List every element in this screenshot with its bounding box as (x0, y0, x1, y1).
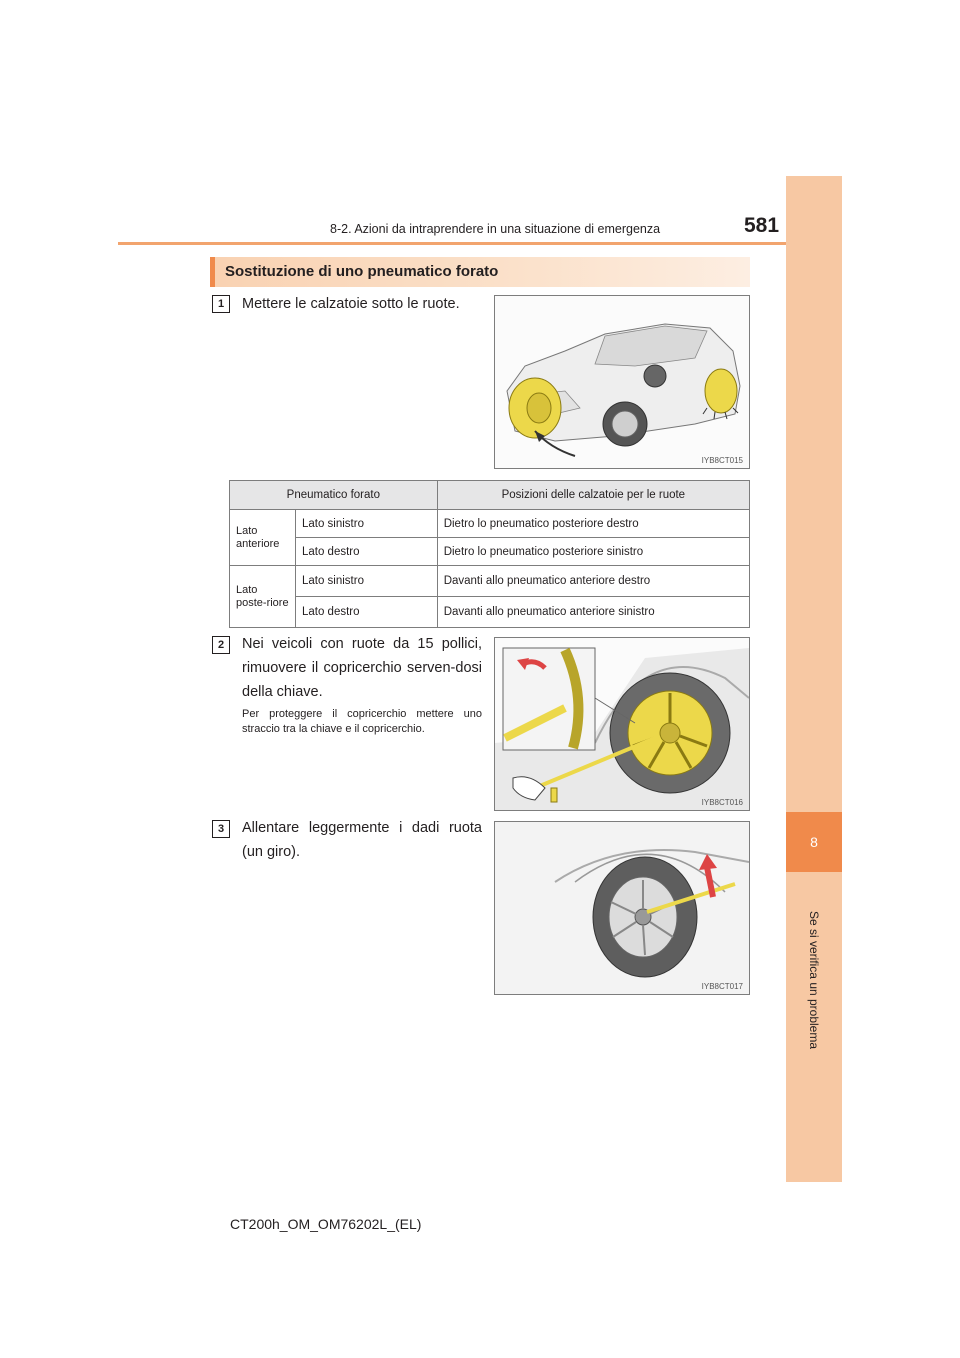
figure-code: IYB8CT015 (701, 456, 743, 465)
table-row (230, 538, 750, 566)
table-cell-side: Lato destro (295, 538, 437, 566)
step-3-badge: 3 (212, 820, 230, 838)
step-2-badge: 2 (212, 636, 230, 654)
table-cell-side: Lato sinistro (295, 566, 437, 597)
wheel-chock-table (229, 480, 750, 628)
header-rule (118, 242, 842, 245)
table-header-row (230, 481, 750, 510)
table-cell-group: Lato anteriore (230, 510, 296, 566)
figure-loosen-nuts (494, 821, 750, 995)
table-cell-side: Lato sinistro (295, 510, 437, 538)
chapter-number-tab: 8 (786, 812, 842, 872)
step-3-text: Allentare leggermente i dadi ruota (un giro). (242, 820, 482, 860)
step-2-text: Nei veicoli con ruote da 15 pollici, rimuovere il copricerchio serven-dosi della chiave. (242, 636, 482, 700)
document-code: CT200h_OM_OM76202L_(EL) (230, 1216, 422, 1232)
table-row (230, 510, 750, 538)
step-1-text: Mettere le calzatoie sotto le ruote. (242, 296, 460, 312)
section-heading-bar (210, 257, 750, 287)
car-illustration (495, 296, 749, 468)
table-row (230, 597, 750, 628)
section-heading: Sostituzione di uno pneumatico forato (225, 263, 499, 280)
figure-code: IYB8CT017 (701, 982, 743, 991)
chapter-title-text: Se si verifica un problema (807, 910, 821, 1050)
chapter-title-vertical (806, 880, 822, 1080)
figure-remove-wheel-cap (494, 637, 750, 811)
table-header-chock-position: Posizioni delle calzatoie per le ruote (437, 481, 749, 510)
table-cell-position: Davanti allo pneumatico anteriore destro (437, 566, 749, 597)
page-number: 581 (744, 214, 780, 237)
table-cell-position: Dietro lo pneumatico posteriore destro (437, 510, 749, 538)
loosen-nuts-illustration (495, 822, 749, 994)
table-cell-group: Lato poste-riore (230, 566, 296, 628)
table-cell-side: Lato destro (295, 597, 437, 628)
figure-wheel-chocks (494, 295, 750, 469)
running-header-title: 8-2. Azioni da intraprendere in una situazione di emergenza (330, 222, 661, 236)
figure-code: IYB8CT016 (701, 798, 743, 807)
table-cell-position: Davanti allo pneumatico anteriore sinistro (437, 597, 749, 628)
step-2-note: Per proteggere il copricerchio mettere uno straccio tra la chiave e il copricerchio. (242, 708, 482, 735)
table-header-flat-tire: Pneumatico forato (230, 481, 438, 510)
table-row (230, 566, 750, 597)
table-cell-position: Dietro lo pneumatico posteriore sinistro (437, 538, 749, 566)
wheel-cap-illustration (495, 638, 749, 810)
step-1-badge: 1 (212, 295, 230, 313)
